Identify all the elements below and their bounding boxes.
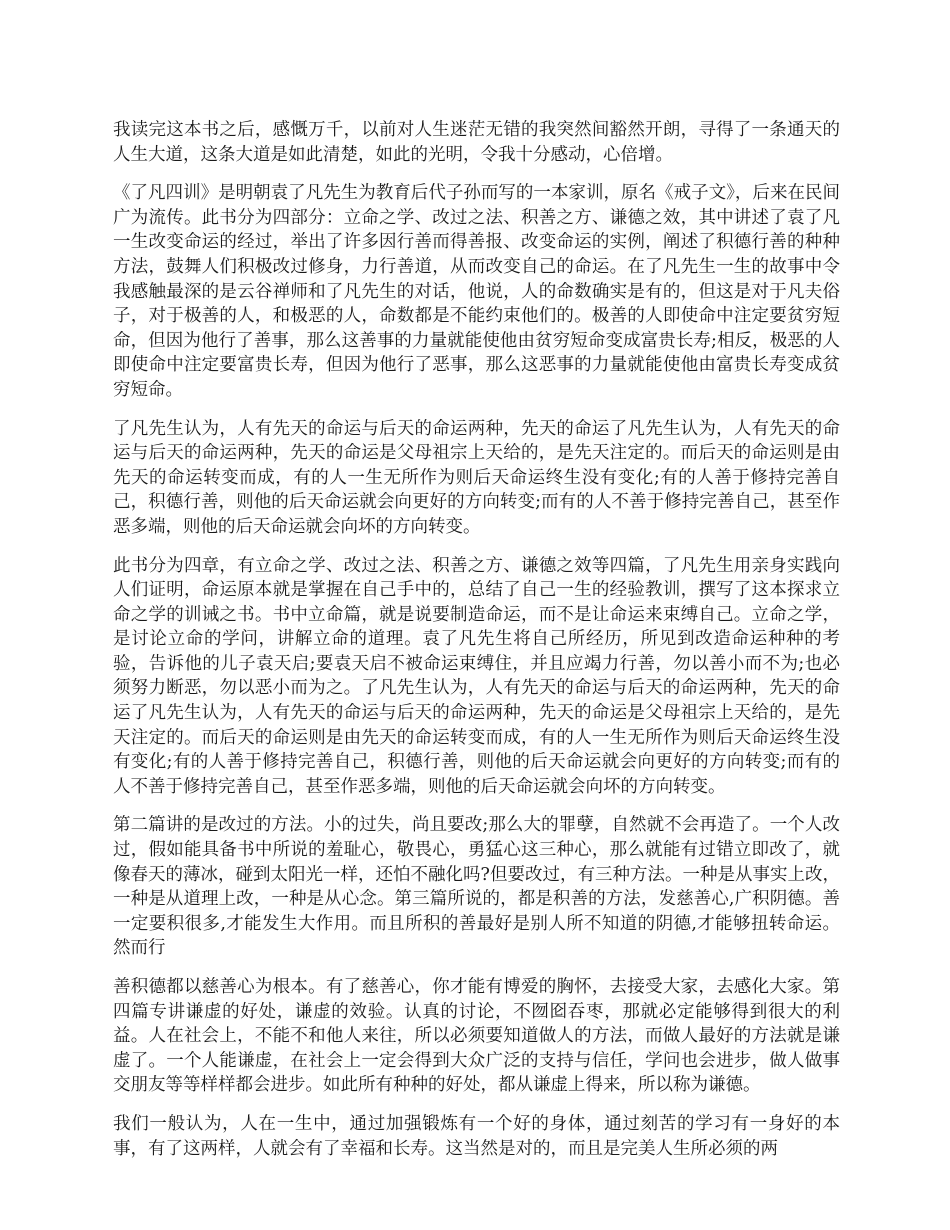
paragraph-3: 了凡先生认为，人有先天的命运与后天的命运两种，先天的命运了凡先生认为，人有先天的命运与后天的命运两种，先天的命运是父母祖宗上天给的，是先天注定的。而后天的命运则是由先天的命运转变而成，有的人一生无所作为则后天命运终生没有变化;有的人善于修持完善自己，积德行善，则他的后天命运就会向更好的方向转变;而有的人不善于修持完善自己，甚至作恶多端，则他的后天命运就会向坏的方向转变。 — [113, 418, 840, 537]
paragraph-5: 第二篇讲的是改过的方法。小的过失，尚且要改;那么大的罪孽，自然就不会再造了。一个人改过，假如能具备书中所说的羞耻心，敬畏心，勇猛心这三种心，那么就能有过错立即改了，就像春天的薄冰，碰到太阳光一样，还怕不融化吗?但要改过，有三种方法。一种是从事实上改，一种是从道理上改，一种是从心念。第三篇所说的，都是积善的方法，发慈善心,广积阴德。善一定要积很多,才能发生大作用。而且所积的善最好是别人所不知道的阴德,才能够扭转命运。然而行 — [113, 815, 840, 959]
paragraph-7: 我们一般认为，人在一生中，通过加强锻炼有一个好的身体，通过刻苦的学习有一身好的本事，有了这两样，人就会有了幸福和长寿。这当然是对的，而且是完美人生所必须的两 — [113, 1113, 840, 1159]
document-body — [113, 118, 840, 1175]
paragraph-2: 《了凡四训》是明朝袁了凡先生为教育后代子孙而写的一本家训，原名《戒子文》，后来在民间广为流传。此书分为四部分：立命之学、改过之法、积善之方、谦德之效，其中讲述了袁了凡一生改变命运的经过，举出了许多因行善而得善报、改变命运的实例，阐述了积德行善的种种方法，鼓舞人们积极改过修身，力行善道，从而改变自己的命运。在了凡先生一生的故事中令我感触最深的是云谷禅师和了凡先生的对话，他说，人的命数确实是有的，但这是对于凡夫俗子，对于极善的人，和极恶的人，命数都是不能约束他们的。极善的人即使命中注定要贫穷短命，但因为他行了善事，那么这善事的力量就能使他由贫穷短命变成富贵长寿;相反，极恶的人即使命中注定要富贵长寿，但因为他行了恶事，那么这恶事的力量就能使他由富贵长寿变成贫穷短命。 — [113, 183, 840, 400]
paragraph-6: 善积德都以慈善心为根本。有了慈善心，你才能有博爱的胸怀，去接受大家，去感化大家。第四篇专讲谦虚的好处，谦虚的效验。认真的讨论，不囫囵吞枣，那就必定能够得到很大的利益。人在社会上，不能不和他人来往，所以必须要知道做人的方法，而做人最好的方法就是谦虚了。一个人能谦虚，在社会上一定会得到大众广泛的支持与信任，学问也会进步，做人做事交朋友等等样样都会进步。如此所有种种的好处，都从谦虚上得来，所以称为谦德。 — [113, 977, 840, 1096]
paragraph-1: 我读完这本书之后，感慨万千，以前对人生迷茫无错的我突然间豁然开朗，寻得了一条通天的人生大道，这条大道是如此清楚，如此的光明，令我十分感动，心倍增。 — [113, 120, 840, 165]
paragraph-4: 此书分为四章，有立命之学、改过之法、积善之方、谦德之效等四篇，了凡先生用亲身实践向人们证明，命运原本就是掌握在自己手中的，总结了自己一生的经验教训，撰写了这本探求立命之学的训诫之书。书中立命篇，就是说要制造命运，而不是让命运来束缚自己。立命之学，是讨论立命的学问，讲解立命的道理。袁了凡先生将自己所经历，所见到改造命运种种的考验，告诉他的儿子袁天启;要袁天启不被命运束缚住，并且应竭力行善，勿以善小而不为;也必须努力断恶，勿以恶小而为之。了凡先生认为，人有先天的命运与后天的命运两种，先天的命运了凡先生认为，人有先天的命运与后天的命运两种，先天的命运是父母祖宗上天给的，是先天注定的。而后天的命运则是由先天的命运转变而成，有的人一生无所作为则后天命运终生没有变化;有的人善于修持完善自己，积德行善，则他的后天命运就会向更好的方向转变;而有的人不善于修持完善自己，甚至作恶多端，则他的后天命运就会向坏的方向转变。 — [113, 555, 840, 797]
